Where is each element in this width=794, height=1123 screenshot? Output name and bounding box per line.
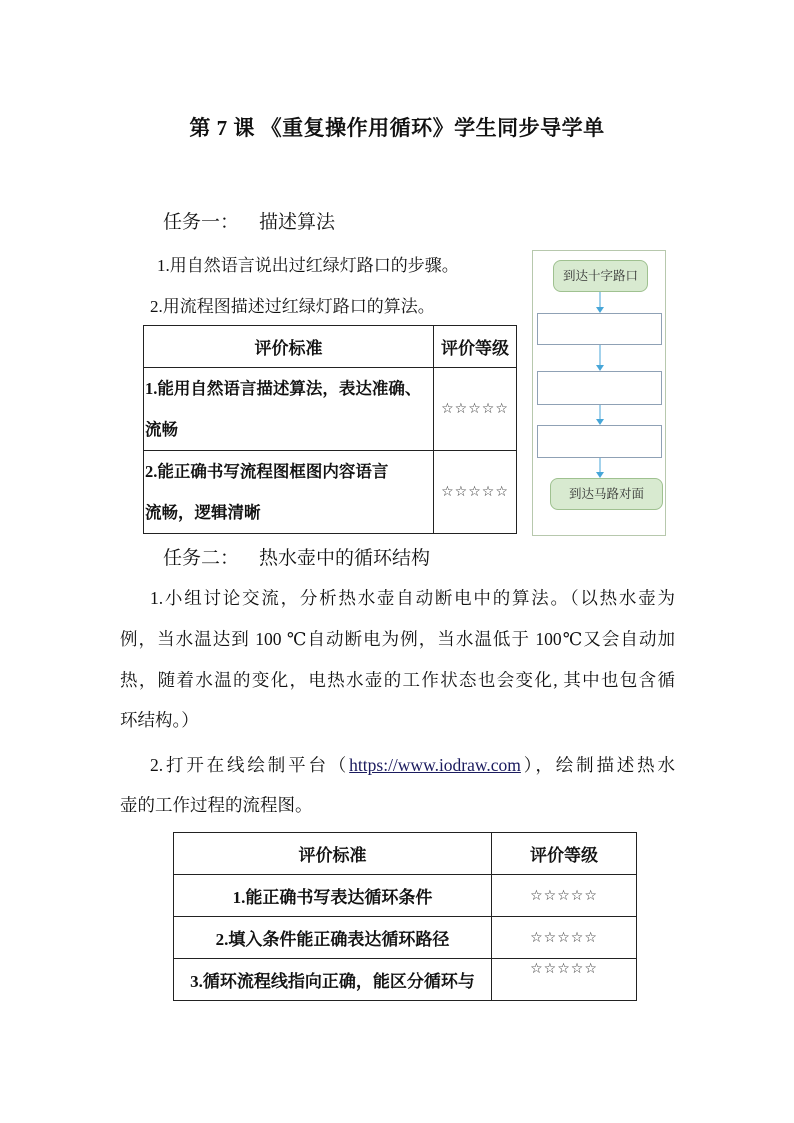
iodraw-link[interactable]: https://www.iodraw.com [349,755,521,775]
flowchart-start-node: 到达十字路口 [553,260,648,292]
flow-arrowhead [596,365,604,371]
task1-item-1: 1.用自然语言说出过红绿灯路口的步骤。 [157,256,459,275]
task1-item-2: 2.用流程图描述过红绿灯路口的算法。 [150,297,435,316]
criterion-cell [144,368,434,451]
header-rating: 评价等级 [492,833,637,875]
flowchart-end-node: 到达马路对面 [550,478,663,510]
table-row [144,368,517,451]
task1-label: 任务一： [163,212,240,233]
criterion-line: 流畅，逻辑清晰 [145,503,261,522]
paragraph-line: 例，当水温达到 100 ℃自动断电为例，当水温低于 100℃又会自动加 [120,629,675,649]
paragraph-line: 1.小组讨论交流，分析热水壶自动断电中的算法。（以热水壶为 [150,588,675,608]
criterion-line: 2.能正确书写流程图框图内容语言 [145,462,389,481]
star-rating[interactable]: ☆☆☆☆☆ [434,368,517,451]
star-rating[interactable]: ☆☆☆☆☆ [492,917,637,959]
flow-arrowhead [596,307,604,313]
task1-heading [163,207,335,234]
table-row [174,875,637,917]
criterion-line: 流畅 [145,420,178,439]
task1-evaluation-table [143,325,517,534]
task2-name: 热水壶中的循环结构 [259,548,431,569]
flowchart-arrows [532,250,666,536]
header-criteria: 评价标准 [144,326,434,368]
task2-item-2-line [150,752,675,777]
table-row [144,451,517,534]
task2-label: 任务二： [163,548,240,569]
criterion-line: 1.能用自然语言描述算法，表达准确、 [145,379,422,398]
criterion-cell [144,451,434,534]
header-criteria: 评价标准 [174,833,492,875]
paragraph-line: 环结构。） [120,710,199,730]
task2-heading [163,543,430,570]
task1-name: 描述算法 [259,212,336,233]
header-rating: 评价等级 [434,326,517,368]
table-row [174,917,637,959]
table-header-row [174,833,637,875]
task2-item-2-line: 壶的工作过程的流程图。 [120,795,313,815]
item2-suffix: ），绘制描述热水 [520,755,676,775]
task2-evaluation-table [173,832,637,1001]
star-rating[interactable]: ☆☆☆☆☆ [434,451,517,534]
item2-prefix: 2.打开在线绘制平台（ [150,755,350,775]
criterion-cell: 2.填入条件能正确表达循环路径 [174,917,492,959]
star-rating[interactable]: ☆☆☆☆☆ [492,875,637,917]
table-row [174,959,637,1001]
flow-arrowhead [596,472,604,478]
paragraph-line: 热，随着水温的变化，电热水壶的工作状态也会变化, 其中也包含循 [120,670,675,690]
table-header-row [144,326,517,368]
flow-arrowhead [596,419,604,425]
page-title: 第 7 课 《重复操作用循环》学生同步导学单 [189,116,605,140]
criterion-cell: 1.能正确书写表达循环条件 [174,875,492,917]
star-rating[interactable]: ☆☆☆☆☆ [492,959,637,1001]
criterion-cell: 3.循环流程线指向正确，能区分循环与 [174,959,492,1001]
